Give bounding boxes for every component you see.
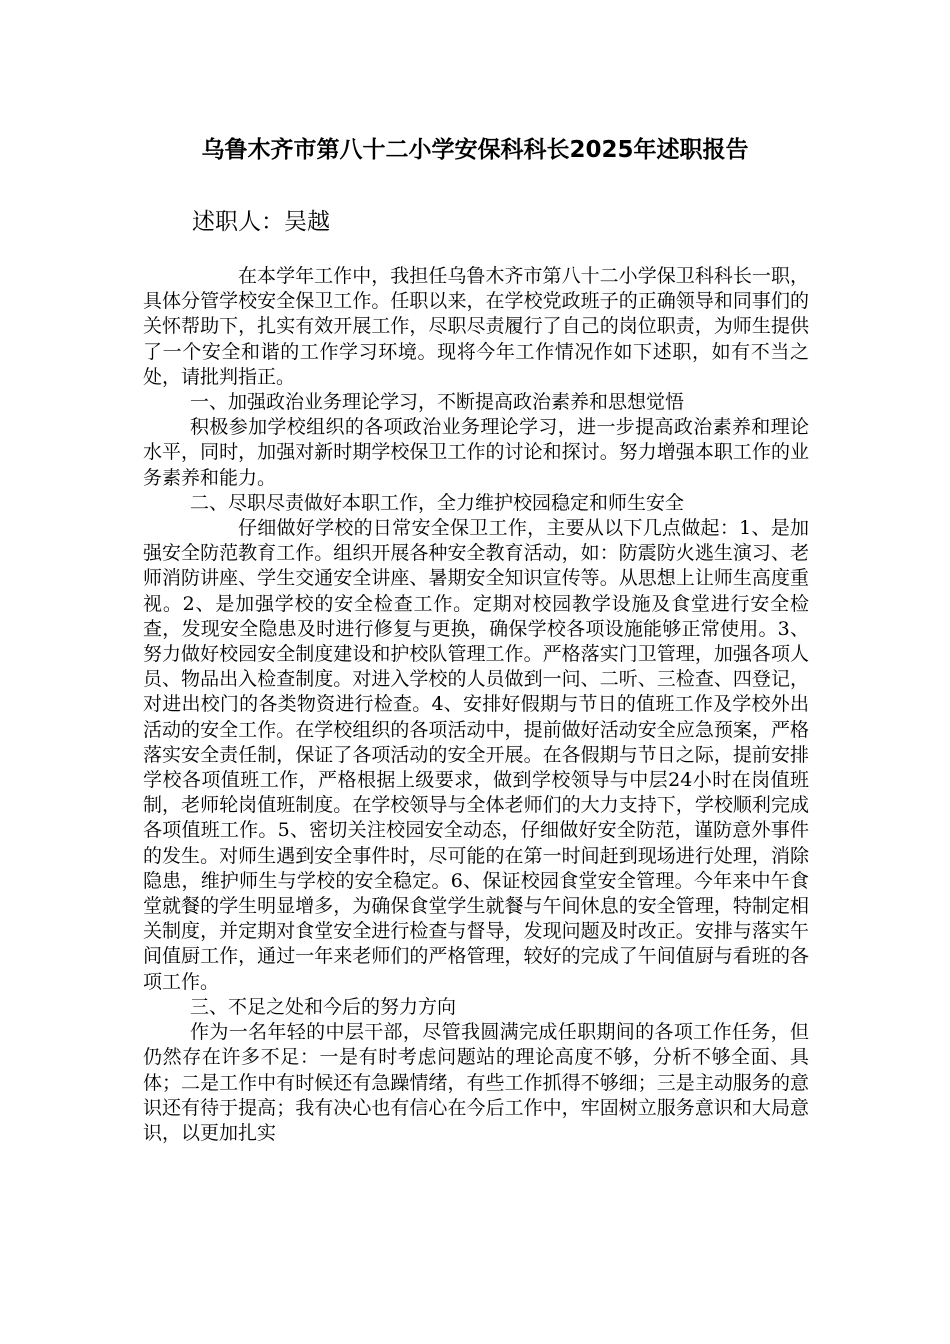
intro-paragraph: 在本学年工作中，我担任乌鲁木齐市第八十二小学保卫科科长一职，具体分管学校安全保卫工作。任职以来，在学校党政班子的正确领导和同事们的关怀帮助下，扎实有效开展工作，尽职尽责履行了自己的岗位职责，为师生提供了一个安全和谐的工作学习环境。现将今年工作情况作如下述职，如有不当之处，请批判指正。 <box>143 265 809 388</box>
section-3-paragraph: 作为一名年轻的中层干部，尽管我圆满完成任职期间的各项工作任务，但仍然存在许多不足：一是有时考虑问题站的理论高度不够，分析不够全面、具体；二是工作中有时候还有急躁情绪，有些工作抓得不够细；三是主动服务的意识还有待于提高；我有决心也有信心在今后工作中，牢固树立服务意识和大局意识，以更加扎实 <box>143 1021 809 1144</box>
document-title: 乌鲁木齐市第八十二小学安保科科长2025年述职报告 <box>201 137 749 163</box>
document-body <box>143 264 809 1146</box>
section-heading-1: 一、加强政治业务理论学习，不断提高政治素养和思想觉悟 <box>190 391 685 414</box>
section-1-paragraph: 积极参加学校组织的各项政治业务理论学习，进一步提高政治素养和理论水平，同时，加强对新时期学校保卫工作的讨论和探讨。努力增强本职工作的业务素养和能力。 <box>143 416 809 489</box>
section-2-paragraph: 仔细做好学校的日常安全保卫工作，主要从以下几点做起：1、是加强安全防范教育工作。组织开展各种安全教育活动，如：防震防火逃生演习、老师消防讲座、学生交通安全讲座、暑期安全知识宣传等。从思想上让师生高度重视。2、是加强学校的安全检查工作。定期对校园教学设施及食堂进行安全检查，发现安全隐患及时进行修复与更换，确保学校各项设施能够正常使用。3、努力做好校园安全制度建设和护校队管理工作。严格落实门卫管理，加强各项人员、物品出入检查制度。对进入学校的人员做到一问、二听、三检查、四登记，对进出校门的各类物资进行检查。4、安排好假期与节日的值班工作及学校外出活动的安全工作。在学校组织的各项活动中，提前做好活动安全应急预案，严格落实安全责任制，保证了各项活动的安全开展。在各假期与节日之际，提前安排学校各项值班工作，严格根据上级要求，做到学校领导与中层24小时在岗值班制，老师轮岗值班制度。在学校领导与全体老师们的大力支持下，学校顺利完成各项值班工作。5、密切关注校园安全动态，仔细做好安全防范，谨防意外事件的发生。对师生遇到安全事件时，尽可能的在第一时间赶到现场进行处理，消除隐患，维护师生与学校的安全稳定。6、保证校园食堂安全管理。今年来中午食堂就餐的学生明显增多，为确保食堂学生就餐与午间休息的安全管理，特制定相关制度，并定期对食堂安全进行检查与督导，发现问题及时改正。安排与落实午间值厨工作，通过一年来老师们的严格管理，较好的完成了午间值厨与看班的各项工作。 <box>143 517 809 993</box>
section-heading-3: 三、不足之处和今后的努力方向 <box>190 995 457 1018</box>
section-heading-2: 二、尽职尽责做好本职工作，全力维护校园稳定和师生安全 <box>190 491 685 514</box>
author-line: 述职人：吴越 <box>192 209 330 235</box>
